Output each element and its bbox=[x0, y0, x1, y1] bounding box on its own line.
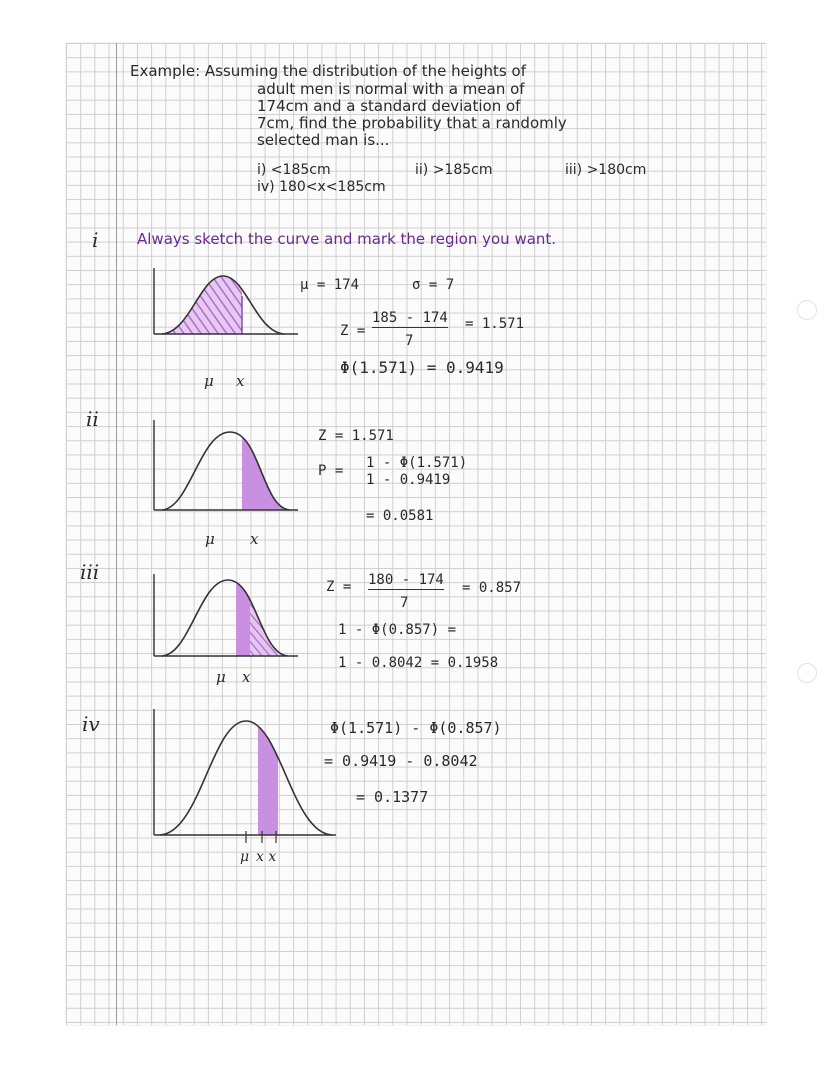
axis-label-x: x bbox=[236, 372, 245, 390]
p-line-1-ii: 1 - Φ(1.571) bbox=[366, 455, 468, 471]
problem-line-4: 7cm, find the probability that a randomly bbox=[257, 114, 567, 132]
margin-line bbox=[116, 43, 117, 1025]
curve-diagram-iii bbox=[150, 570, 300, 690]
problem-part-iii: iii) >180cm bbox=[565, 162, 647, 178]
problem-part-i: i) <185cm bbox=[257, 162, 331, 178]
hatched-region-iii bbox=[162, 580, 288, 656]
axis-label-mu: μ bbox=[205, 530, 215, 548]
axis-label-x: x bbox=[242, 668, 251, 686]
step-2-iv: = 0.9419 - 0.8042 bbox=[324, 752, 478, 770]
problem-line-2: adult men is normal with a mean of bbox=[257, 80, 525, 98]
z-denominator-iii: 7 bbox=[400, 595, 409, 611]
punch-hole-top bbox=[797, 300, 817, 320]
axis-label-mu: μ bbox=[240, 849, 250, 865]
section-label-iv: iv bbox=[82, 712, 100, 736]
problem-line-1: Example: Assuming the distribution of the heights of bbox=[130, 62, 526, 80]
step-3-iv: = 0.1377 bbox=[356, 788, 429, 806]
section-label-i: i bbox=[92, 228, 99, 252]
tip-text: Always sketch the curve and mark the region you want. bbox=[137, 230, 557, 248]
sigma-value: σ = 7 bbox=[412, 277, 455, 293]
curve-diagram-iv bbox=[150, 705, 340, 875]
shaded-region-ii bbox=[162, 432, 290, 510]
axis-label-x: x x bbox=[256, 849, 277, 865]
z-value-ii: Z = 1.571 bbox=[318, 428, 394, 444]
problem-line-3: 174cm and a standard deviation of bbox=[257, 97, 521, 115]
shaded-region-i bbox=[162, 276, 284, 334]
problem-part-ii: ii) >185cm bbox=[415, 162, 493, 178]
z-result-iii: = 0.857 bbox=[462, 580, 522, 596]
z-label-iii: Z = bbox=[326, 579, 352, 595]
problem-line-5: selected man is... bbox=[257, 131, 390, 149]
curve-diagram-i bbox=[150, 262, 300, 392]
mu-value: μ = 174 bbox=[300, 277, 360, 293]
axis-label-x: x bbox=[250, 530, 259, 548]
normal-curve bbox=[160, 721, 332, 835]
section-label-ii: ii bbox=[86, 407, 99, 431]
step-1-iv: Φ(1.571) - Φ(0.857) bbox=[330, 719, 502, 737]
punch-hole-bottom bbox=[797, 663, 817, 683]
z-label-i: Z = bbox=[340, 323, 366, 339]
z-numerator-i: 185 - 174 bbox=[372, 310, 448, 326]
axis-label-mu: μ bbox=[204, 372, 214, 390]
p-label-ii: P = bbox=[318, 463, 344, 479]
result-ii: = 0.0581 bbox=[366, 508, 434, 524]
z-result-i: = 1.571 bbox=[465, 316, 525, 332]
step-1-iii: 1 - Φ(0.857) = bbox=[338, 622, 457, 638]
phi-result-i: Φ(1.571) = 0.9419 bbox=[340, 358, 504, 377]
shaded-region-iv bbox=[160, 721, 332, 835]
curve-diagram-ii bbox=[150, 420, 300, 550]
axis-label-mu: μ bbox=[216, 668, 226, 686]
z-numerator-iii: 180 - 174 bbox=[368, 572, 444, 588]
z-denominator-i: 7 bbox=[405, 333, 414, 349]
section-label-iii: iii bbox=[80, 560, 100, 584]
step-2-iii: 1 - 0.8042 = 0.1958 bbox=[338, 655, 499, 671]
problem-part-iv: iv) 180<x<185cm bbox=[257, 179, 386, 195]
p-line-2-ii: 1 - 0.9419 bbox=[366, 472, 451, 488]
